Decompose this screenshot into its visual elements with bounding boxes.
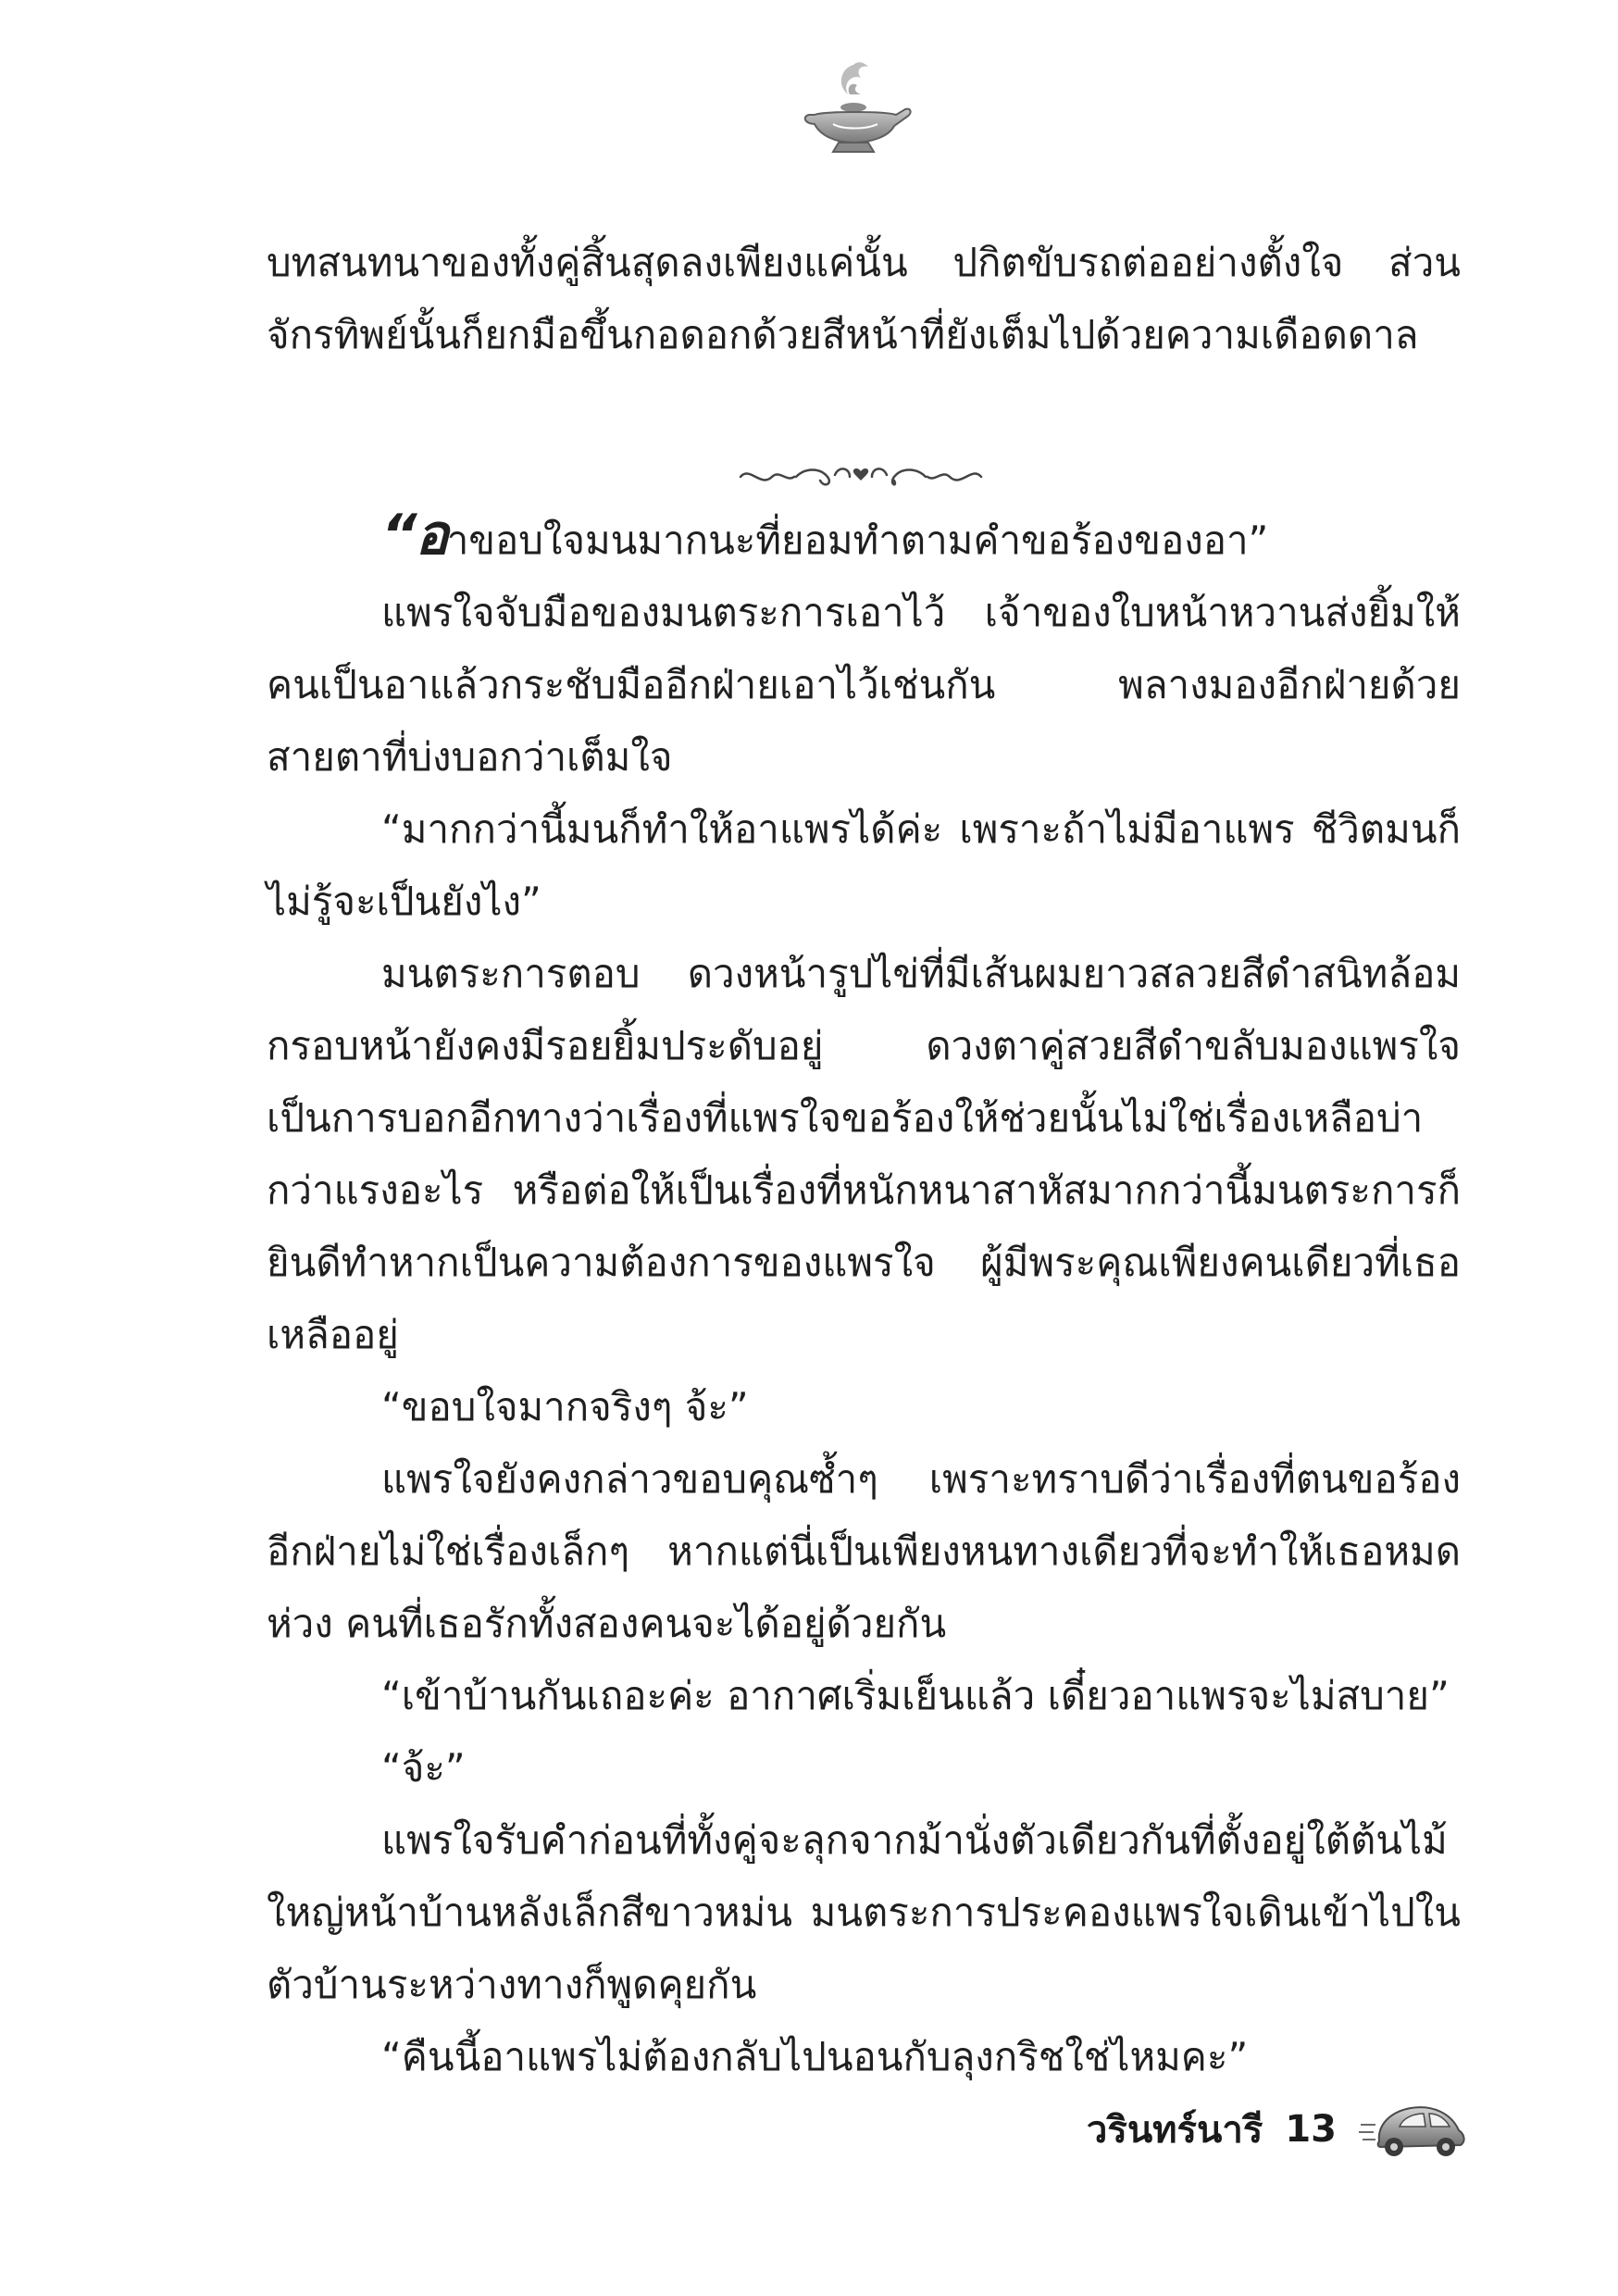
book-title: วรินทร์นารี bbox=[1086, 2109, 1263, 2152]
paragraph: “เข้าบ้านกันเถอะค่ะ อากาศเริ่มเย็นแล้ว เดี๋ยวอาแพรจะไม่สบาย” bbox=[381, 1673, 1450, 1718]
swirl-divider-icon bbox=[731, 456, 990, 493]
paragraph: มนตระการตอบ ดวงหน้ารูปไข่ที่มีเส้นผมยาวสลวยสีดำสนิทล้อมกรอบหน้ายังคงมีรอยยิ้มประดับอยู่ ดวงตาคู่สวยสีดำขลับมองแพรใจเป็นการบอกอีกทางว่าเรื่องที่แพรใจขอร้องให้ช่วยนั้นไม่ใช่เรื่องเหลือบ่ากว่าแรงอะไร หรือต่อให้เป็นเรื่องที่หนักหนาสาหัสมากกว่านี้มนตระการก็ยินดีทำหากเป็นความต้องการของแพรใจ ผู้มีพระคุณเพียงคนเดียวที่เธอเหลืออยู่ bbox=[267, 951, 1461, 1357]
opening-paragraph-block bbox=[267, 227, 1461, 371]
paragraph: แพรใจยังคงกล่าวขอบคุณซ้ำๆ เพราะทราบดีว่าเรื่องที่ตนขอร้องอีกฝ่ายไม่ใช่เรื่องเล็กๆ หากแต่นี่เป็นเพียงหนทางเดียวที่จะทำให้เธอหมดห่วง คนที่เธอรักทั้งสองคนจะได้อยู่ด้วยกัน bbox=[267, 1456, 1461, 1646]
paragraph: “คืนนี้อาแพรไม่ต้องกลับไปนอนกับลุงกริชใช่ไหมคะ” bbox=[381, 2034, 1249, 2079]
lamp-genie-ornament-icon bbox=[796, 57, 916, 159]
paragraph-opening-dialogue bbox=[267, 505, 1461, 577]
paragraph: บทสนทนาของทั้งคู่สิ้นสุดลงเพียงแค่นั้น ปกิตขับรถต่ออย่างตั้งใจ ส่วนจักรทิพย์นั้นก็ยกมือขึ้นกอดอกด้วยสีหน้าที่ยังเต็มไปด้วยความเดือดดาล bbox=[267, 240, 1461, 357]
page-footer bbox=[1087, 2092, 1470, 2166]
paragraph-text: าขอบใจมนมากนะที่ยอมทำตามคำขอร้องของอา” bbox=[446, 518, 1269, 563]
page-number: 13 bbox=[1285, 2108, 1337, 2151]
paragraph: “ขอบใจมากจริงๆ จ้ะ” bbox=[381, 1384, 749, 1429]
paragraph: “มากกว่านี้มนก็ทำให้อาแพรได้ค่ะ เพราะถ้าไม่มีอาแพร ชีวิตมนก็ไม่รู้จะเป็นยังไง” bbox=[267, 806, 1461, 924]
drop-cap: “อ bbox=[381, 503, 447, 568]
vintage-car-icon bbox=[1359, 2097, 1470, 2162]
story-text-block bbox=[267, 505, 1461, 2093]
paragraph: “จ้ะ” bbox=[381, 1745, 466, 1791]
paragraph: แพรใจรับคำก่อนที่ทั้งคู่จะลุกจากม้านั่งตัวเดียวกันที่ตั้งอยู่ใต้ต้นไม้ใหญ่หน้าบ้านหลังเล็กสีขาวหม่น มนตระการประคองแพรใจเดินเข้าไปในตัวบ้านระหว่างทางก็พูดคุยกัน bbox=[267, 1817, 1461, 2007]
paragraph: แพรใจจับมือของมนตระการเอาไว้ เจ้าของใบหน้าหวานส่งยิ้มให้คนเป็นอาแล้วกระชับมืออีกฝ่ายเอาไว้เช่นกัน พลางมองอีกฝ่ายด้วยสายตาที่บ่งบอกว่าเต็มใจ bbox=[267, 590, 1461, 780]
